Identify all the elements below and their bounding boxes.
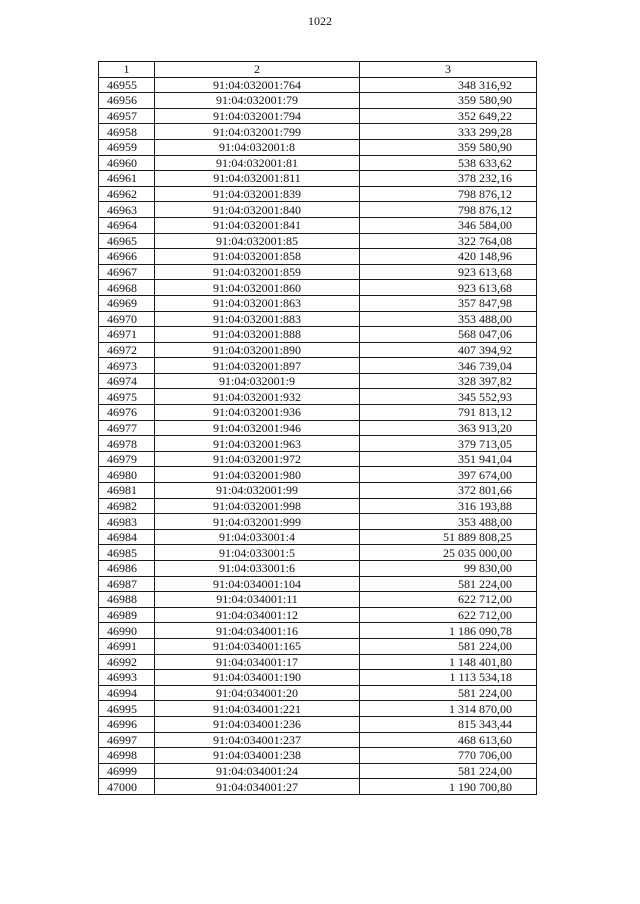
table-row	[99, 779, 537, 795]
table-row	[99, 545, 537, 561]
row-number-cell: 46969	[99, 295, 155, 311]
table-row	[99, 327, 537, 343]
row-number-cell: 46978	[99, 436, 155, 452]
row-number-cell: 46984	[99, 529, 155, 545]
cadastral-value-cell: 923 613,68	[360, 280, 537, 296]
table-row	[99, 529, 537, 545]
column-header-3: 3	[360, 62, 537, 78]
cadastral-value-cell: 352 649,22	[360, 108, 537, 124]
table-row	[99, 108, 537, 124]
cadastral-number-cell: 91:04:033001:5	[155, 545, 360, 561]
cadastral-number-cell: 91:04:032001:888	[155, 327, 360, 343]
table-row	[99, 155, 537, 171]
cadastral-number-cell: 91:04:032001:839	[155, 186, 360, 202]
row-number-cell: 46975	[99, 389, 155, 405]
cadastral-number-cell: 91:04:032001:99	[155, 483, 360, 499]
cadastral-number-cell: 91:04:032001:963	[155, 436, 360, 452]
table-row	[99, 716, 537, 732]
table-row	[99, 139, 537, 155]
cadastral-value-table	[98, 61, 537, 795]
cadastral-number-cell: 91:04:033001:6	[155, 561, 360, 577]
table-row	[99, 576, 537, 592]
row-number-cell: 46964	[99, 217, 155, 233]
table-row	[99, 592, 537, 608]
table-row	[99, 638, 537, 654]
cadastral-value-cell: 468 613,60	[360, 732, 537, 748]
cadastral-value-cell: 359 580,90	[360, 93, 537, 109]
table-row	[99, 124, 537, 140]
cadastral-value-cell: 1 148 401,80	[360, 654, 537, 670]
row-number-cell: 46958	[99, 124, 155, 140]
cadastral-number-cell: 91:04:034001:16	[155, 623, 360, 639]
cadastral-number-cell: 91:04:032001:999	[155, 514, 360, 530]
table-row	[99, 93, 537, 109]
cadastral-number-cell: 91:04:032001:860	[155, 280, 360, 296]
cadastral-value-cell: 1 186 090,78	[360, 623, 537, 639]
row-number-cell: 46987	[99, 576, 155, 592]
cadastral-number-cell: 91:04:032001:764	[155, 77, 360, 93]
cadastral-number-cell: 91:04:033001:4	[155, 529, 360, 545]
cadastral-number-cell: 91:04:032001:863	[155, 295, 360, 311]
cadastral-value-cell: 770 706,00	[360, 748, 537, 764]
cadastral-value-cell: 622 712,00	[360, 607, 537, 623]
row-number-cell: 46976	[99, 405, 155, 421]
row-number-cell: 46962	[99, 186, 155, 202]
table-row	[99, 358, 537, 374]
row-number-cell: 46981	[99, 483, 155, 499]
cadastral-number-cell: 91:04:032001:79	[155, 93, 360, 109]
row-number-cell: 46998	[99, 748, 155, 764]
row-number-cell: 46995	[99, 701, 155, 717]
table-body	[99, 77, 537, 794]
row-number-cell: 46970	[99, 311, 155, 327]
row-number-cell: 46999	[99, 763, 155, 779]
row-number-cell: 46973	[99, 358, 155, 374]
row-number-cell: 46977	[99, 420, 155, 436]
table-row	[99, 514, 537, 530]
table-row	[99, 295, 537, 311]
row-number-cell: 46960	[99, 155, 155, 171]
cadastral-value-cell: 25 035 000,00	[360, 545, 537, 561]
cadastral-value-cell: 353 488,00	[360, 514, 537, 530]
cadastral-value-cell: 351 941,04	[360, 451, 537, 467]
table-row	[99, 186, 537, 202]
cadastral-number-cell: 91:04:032001:794	[155, 108, 360, 124]
table-row	[99, 311, 537, 327]
cadastral-value-cell: 345 552,93	[360, 389, 537, 405]
row-number-cell: 46961	[99, 171, 155, 187]
row-number-cell: 46985	[99, 545, 155, 561]
cadastral-value-cell: 353 488,00	[360, 311, 537, 327]
cadastral-value-cell: 798 876,12	[360, 186, 537, 202]
cadastral-number-cell: 91:04:032001:936	[155, 405, 360, 421]
cadastral-value-cell: 407 394,92	[360, 342, 537, 358]
cadastral-number-cell: 91:04:034001:17	[155, 654, 360, 670]
cadastral-value-cell: 322 764,08	[360, 233, 537, 249]
cadastral-number-cell: 91:04:034001:27	[155, 779, 360, 795]
cadastral-value-cell: 328 397,82	[360, 373, 537, 389]
cadastral-value-cell: 316 193,88	[360, 498, 537, 514]
table-row	[99, 77, 537, 93]
table-row	[99, 217, 537, 233]
table-row	[99, 498, 537, 514]
column-header-1: 1	[99, 62, 155, 78]
table-row	[99, 202, 537, 218]
cadastral-number-cell: 91:04:032001:799	[155, 124, 360, 140]
table-row	[99, 342, 537, 358]
cadastral-number-cell: 91:04:032001:9	[155, 373, 360, 389]
table-row	[99, 467, 537, 483]
row-number-cell: 46996	[99, 716, 155, 732]
cadastral-number-cell: 91:04:034001:165	[155, 638, 360, 654]
cadastral-value-cell: 538 633,62	[360, 155, 537, 171]
cadastral-number-cell: 91:04:032001:859	[155, 264, 360, 280]
cadastral-value-cell: 581 224,00	[360, 576, 537, 592]
cadastral-number-cell: 91:04:032001:932	[155, 389, 360, 405]
cadastral-number-cell: 91:04:032001:858	[155, 249, 360, 265]
cadastral-value-cell: 51 889 808,25	[360, 529, 537, 545]
cadastral-value-cell: 923 613,68	[360, 264, 537, 280]
cadastral-value-cell: 581 224,00	[360, 685, 537, 701]
cadastral-number-cell: 91:04:032001:980	[155, 467, 360, 483]
table-row	[99, 451, 537, 467]
cadastral-number-cell: 91:04:034001:11	[155, 592, 360, 608]
cadastral-value-cell: 346 584,00	[360, 217, 537, 233]
table-row	[99, 561, 537, 577]
cadastral-number-cell: 91:04:032001:85	[155, 233, 360, 249]
table-row	[99, 420, 537, 436]
cadastral-number-cell: 91:04:034001:24	[155, 763, 360, 779]
cadastral-value-cell: 359 580,90	[360, 139, 537, 155]
cadastral-number-cell: 91:04:034001:221	[155, 701, 360, 717]
cadastral-value-cell: 1 314 870,00	[360, 701, 537, 717]
table-row	[99, 763, 537, 779]
row-number-cell: 46966	[99, 249, 155, 265]
table-row	[99, 701, 537, 717]
row-number-cell: 46957	[99, 108, 155, 124]
table-row	[99, 685, 537, 701]
row-number-cell: 46997	[99, 732, 155, 748]
cadastral-number-cell: 91:04:032001:811	[155, 171, 360, 187]
table-row	[99, 607, 537, 623]
row-number-cell: 46968	[99, 280, 155, 296]
page-number: 1022	[308, 14, 332, 28]
cadastral-value-cell: 581 224,00	[360, 638, 537, 654]
row-number-cell: 46992	[99, 654, 155, 670]
cadastral-number-cell: 91:04:032001:841	[155, 217, 360, 233]
row-number-cell: 46971	[99, 327, 155, 343]
cadastral-number-cell: 91:04:034001:190	[155, 670, 360, 686]
table-row	[99, 732, 537, 748]
cadastral-number-cell: 91:04:032001:890	[155, 342, 360, 358]
cadastral-number-cell: 91:04:034001:237	[155, 732, 360, 748]
row-number-cell: 46974	[99, 373, 155, 389]
cadastral-number-cell: 91:04:032001:840	[155, 202, 360, 218]
row-number-cell: 46959	[99, 139, 155, 155]
cadastral-value-cell: 1 113 534,18	[360, 670, 537, 686]
cadastral-value-cell: 622 712,00	[360, 592, 537, 608]
table-row	[99, 748, 537, 764]
row-number-cell: 46989	[99, 607, 155, 623]
cadastral-value-cell: 420 148,96	[360, 249, 537, 265]
cadastral-value-cell: 346 739,04	[360, 358, 537, 374]
row-number-cell: 46979	[99, 451, 155, 467]
row-number-cell: 46955	[99, 77, 155, 93]
cadastral-value-cell: 363 913,20	[360, 420, 537, 436]
cadastral-value-cell: 372 801,66	[360, 483, 537, 499]
table-row	[99, 389, 537, 405]
table-row	[99, 373, 537, 389]
row-number-cell: 46956	[99, 93, 155, 109]
table-header-row	[99, 62, 537, 78]
row-number-cell: 46993	[99, 670, 155, 686]
cadastral-value-cell: 99 830,00	[360, 561, 537, 577]
cadastral-value-cell: 568 047,06	[360, 327, 537, 343]
table-row	[99, 405, 537, 421]
cadastral-number-cell: 91:04:032001:972	[155, 451, 360, 467]
column-header-2: 2	[155, 62, 360, 78]
row-number-cell: 46967	[99, 264, 155, 280]
table-row	[99, 280, 537, 296]
cadastral-value-cell: 397 674,00	[360, 467, 537, 483]
cadastral-value-cell: 815 343,44	[360, 716, 537, 732]
cadastral-number-cell: 91:04:034001:236	[155, 716, 360, 732]
table-row	[99, 436, 537, 452]
row-number-cell: 46988	[99, 592, 155, 608]
cadastral-number-cell: 91:04:034001:104	[155, 576, 360, 592]
row-number-cell: 46972	[99, 342, 155, 358]
table-row	[99, 670, 537, 686]
cadastral-value-cell: 333 299,28	[360, 124, 537, 140]
cadastral-value-cell: 379 713,05	[360, 436, 537, 452]
cadastral-number-cell: 91:04:034001:238	[155, 748, 360, 764]
cadastral-number-cell: 91:04:032001:897	[155, 358, 360, 374]
table-row	[99, 654, 537, 670]
row-number-cell: 46986	[99, 561, 155, 577]
cadastral-number-cell: 91:04:032001:8	[155, 139, 360, 155]
row-number-cell: 46990	[99, 623, 155, 639]
table-row	[99, 249, 537, 265]
row-number-cell: 47000	[99, 779, 155, 795]
cadastral-value-cell: 1 190 700,80	[360, 779, 537, 795]
table-row	[99, 483, 537, 499]
row-number-cell: 46994	[99, 685, 155, 701]
cadastral-value-cell: 791 813,12	[360, 405, 537, 421]
cadastral-value-cell: 378 232,16	[360, 171, 537, 187]
cadastral-value-cell: 357 847,98	[360, 295, 537, 311]
cadastral-value-cell: 348 316,92	[360, 77, 537, 93]
cadastral-number-cell: 91:04:034001:20	[155, 685, 360, 701]
row-number-cell: 46991	[99, 638, 155, 654]
cadastral-number-cell: 91:04:034001:12	[155, 607, 360, 623]
cadastral-number-cell: 91:04:032001:998	[155, 498, 360, 514]
cadastral-value-cell: 581 224,00	[360, 763, 537, 779]
cadastral-value-cell: 798 876,12	[360, 202, 537, 218]
cadastral-number-cell: 91:04:032001:81	[155, 155, 360, 171]
cadastral-number-cell: 91:04:032001:946	[155, 420, 360, 436]
row-number-cell: 46983	[99, 514, 155, 530]
cadastral-number-cell: 91:04:032001:883	[155, 311, 360, 327]
table-row	[99, 623, 537, 639]
row-number-cell: 46965	[99, 233, 155, 249]
table-row	[99, 171, 537, 187]
row-number-cell: 46982	[99, 498, 155, 514]
table-row	[99, 264, 537, 280]
row-number-cell: 46963	[99, 202, 155, 218]
table-row	[99, 233, 537, 249]
row-number-cell: 46980	[99, 467, 155, 483]
